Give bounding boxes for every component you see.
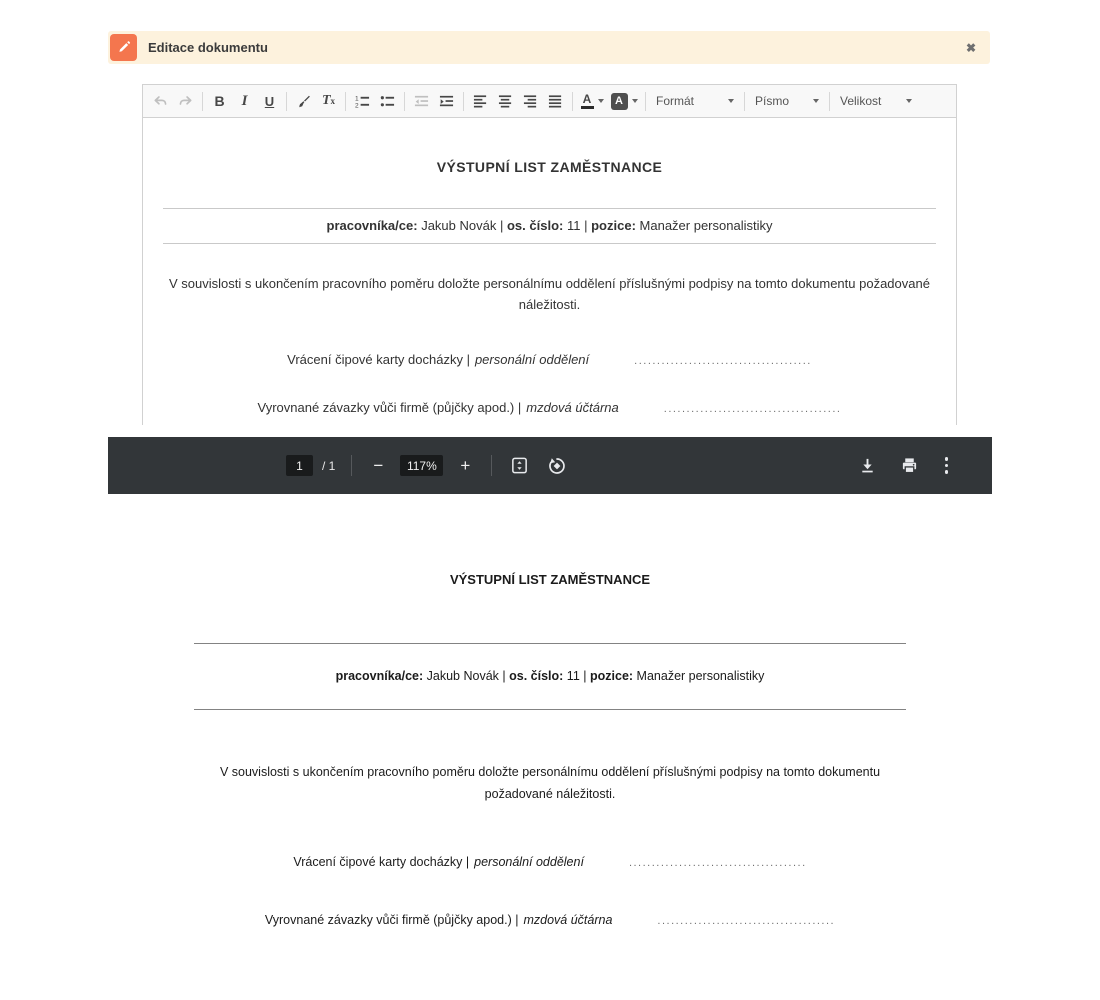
item-label: Vyrovnané závazky vůči firmě (půjčky apod.) | (264, 913, 519, 927)
dialog-header (108, 31, 990, 64)
toolbar-divider (404, 92, 405, 111)
checklist-item (148, 352, 951, 367)
increase-indent-icon[interactable] (434, 89, 459, 114)
download-icon[interactable] (859, 457, 876, 474)
pdf-document-paragraph: V souvislosti s ukončením pracovního poměru doložte personálnímu oddělení příslušnými podpisy na tomto dokumentu požadované náležitosti. (219, 765, 881, 801)
text-color-icon: A (581, 93, 594, 109)
toolbar-divider (645, 92, 646, 111)
signature-dots: ....................................... (663, 403, 842, 415)
checklist-item (148, 400, 951, 415)
bold-button[interactable]: B (214, 93, 225, 109)
print-icon[interactable] (901, 457, 918, 474)
signature-dots: ....................................... (657, 915, 836, 927)
label-position: pozice: (591, 218, 636, 233)
toolbar-divider (744, 92, 745, 111)
toolbar-divider (286, 92, 287, 111)
item-detail: mzdová účtárna (526, 400, 619, 415)
toolbar-divider (491, 455, 492, 476)
zoom-out-button[interactable]: − (373, 456, 384, 475)
align-left-icon[interactable] (468, 89, 493, 114)
svg-text:2: 2 (355, 102, 359, 109)
more-options-icon[interactable] (943, 455, 951, 476)
dialog-title: Editace dokumentu (148, 40, 268, 55)
label-number: os. číslo: (506, 218, 564, 233)
label-worker: pracovníka/ce: (335, 669, 424, 683)
background-color-icon: A (611, 93, 628, 110)
text-color-button[interactable] (577, 89, 607, 114)
item-label: Vrácení čipové karty docházky | (287, 352, 470, 367)
chevron-down-icon (728, 99, 734, 103)
checklist-item (108, 855, 992, 869)
pipe: | (584, 218, 588, 233)
page-number-input[interactable]: 1 (286, 455, 313, 476)
item-detail: personální oddělení (474, 855, 584, 869)
toolbar-divider (351, 455, 352, 476)
document-title: VÝSTUPNÍ LIST ZAMĚSTNANCE (436, 159, 663, 175)
chevron-down-icon (598, 99, 604, 103)
remove-format-button[interactable] (316, 89, 341, 114)
chevron-down-icon (813, 99, 819, 103)
font-dropdown[interactable] (749, 89, 825, 114)
item-detail: mzdová účtárna (523, 913, 613, 927)
zoom-level-input[interactable]: 117% (400, 455, 443, 476)
value-position: Manažer personalistiky (639, 218, 773, 233)
horizontal-rule (163, 243, 936, 244)
copy-formatting-icon[interactable] (291, 89, 316, 114)
svg-text:1: 1 (355, 95, 359, 103)
rich-text-editor (142, 84, 957, 425)
pdf-toolbar (108, 437, 992, 494)
value-number: 11 (566, 669, 580, 683)
background-color-button[interactable] (607, 89, 641, 114)
pdf-employee-info-line (108, 644, 992, 709)
redo-icon[interactable] (173, 89, 198, 114)
label-number: os. číslo: (509, 669, 564, 683)
value-worker: Jakub Novák (421, 218, 497, 233)
bulleted-list-icon[interactable] (375, 89, 400, 114)
horizontal-rule (194, 709, 906, 710)
value-position: Manažer personalistiky (636, 669, 765, 683)
editor-content-area[interactable] (143, 159, 956, 415)
remove-format-t: T (321, 93, 331, 108)
edit-pencil-icon (110, 34, 137, 61)
decrease-indent-icon[interactable] (409, 89, 434, 114)
undo-icon[interactable] (148, 89, 173, 114)
item-label: Vrácení čipové karty docházky | (293, 855, 470, 869)
editor-toolbar (143, 85, 956, 118)
toolbar-divider (345, 92, 346, 111)
toolbar-divider (463, 92, 464, 111)
remove-format-x: x (330, 96, 336, 106)
document-paragraph: V souvislosti s ukončením pracovního poměru doložte personálnímu oddělení příslušnými podpisy na tomto dokumentu požadované náležitosti. (169, 276, 930, 312)
pipe: | (499, 218, 504, 233)
item-label: Vyrovnané závazky vůči firmě (půjčky apod.) | (257, 400, 522, 415)
pdf-page-zoom-controls (286, 455, 567, 476)
align-justify-icon[interactable] (543, 89, 568, 114)
toolbar-divider (202, 92, 203, 111)
pipe: | (502, 669, 506, 683)
label-position: pozice: (590, 669, 634, 683)
zoom-in-button[interactable]: + (460, 456, 471, 475)
fit-to-page-icon[interactable] (510, 456, 529, 475)
italic-button[interactable]: I (241, 92, 248, 109)
value-worker: Jakub Novák (426, 669, 499, 683)
rotate-icon[interactable] (547, 456, 567, 476)
page-count-label: / 1 (322, 458, 336, 473)
size-dropdown-label: Velikost (840, 94, 882, 108)
label-worker: pracovníka/ce: (326, 218, 418, 233)
toolbar-divider (829, 92, 830, 111)
signature-dots: ....................................... (628, 857, 807, 869)
chevron-down-icon (906, 99, 912, 103)
pdf-action-controls (859, 455, 951, 476)
pipe: | (583, 669, 587, 683)
pdf-document-title: VÝSTUPNÍ LIST ZAMĚSTNANCE (449, 572, 651, 587)
format-dropdown[interactable] (650, 89, 740, 114)
size-dropdown[interactable] (834, 89, 918, 114)
align-center-icon[interactable] (493, 89, 518, 114)
employee-info-line (148, 209, 951, 243)
value-number: 11 (566, 218, 581, 233)
pdf-page (108, 494, 992, 1000)
item-detail: personální oddělení (474, 352, 590, 367)
numbered-list-icon[interactable] (350, 89, 375, 114)
close-icon[interactable]: ✖ (965, 40, 976, 55)
chevron-down-icon (632, 99, 638, 103)
font-dropdown-label: Písmo (755, 94, 790, 108)
format-dropdown-label: Formát (656, 94, 695, 108)
signature-dots: ....................................... (634, 355, 812, 367)
underline-button[interactable]: U (264, 93, 275, 109)
toolbar-divider (572, 92, 573, 111)
align-right-icon[interactable] (518, 89, 543, 114)
checklist-item (108, 913, 992, 927)
